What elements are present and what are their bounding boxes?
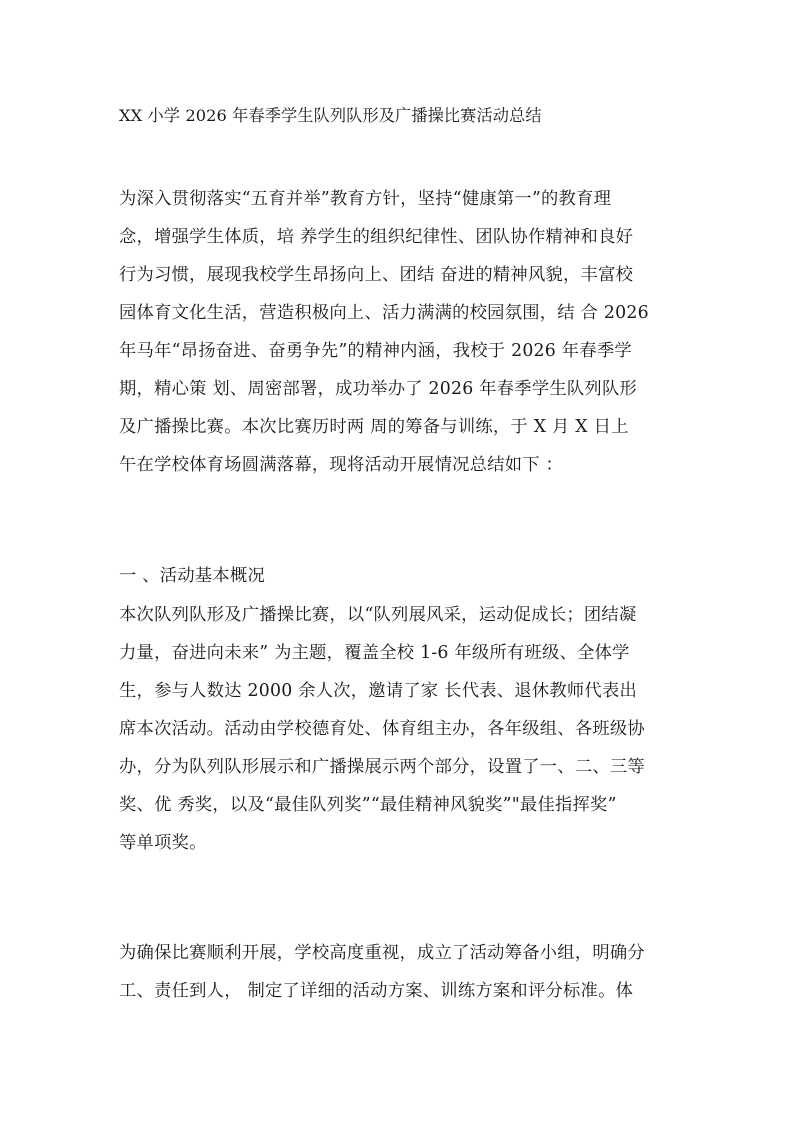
paragraph-line: 生，参与人数达 2000 余人次，邀请了家 长代表、退休教师代表出: [119, 681, 638, 701]
paragraph-line: 办，分为队列队形展示和广播操展示两个部分，设置了一、二、三等: [119, 757, 645, 777]
paragraph-line: 席本次活动。活动由学校德育处、体育组主办，各年级组、各班级协: [119, 719, 645, 739]
paragraph-line: 期，精心策 划、周密部署，成功举办了 2026 年春季学生队列队形: [119, 379, 638, 399]
paragraph-line: 本次队列队形及广播操比赛，以“队列展风采，运动促成长；团结凝: [119, 605, 637, 625]
paragraph-line: 园体育文化生活，营造积极向上、活力满满的校园氛围，结 合 2026: [119, 303, 649, 323]
paragraph-line: 行为习惯，展现我校学生昂扬向上、团结 奋进的精神风貌，丰富校: [119, 265, 634, 285]
paragraph-line: 及广播操比赛。本次比赛历时两 周的筹备与训练，于 X 月 X 日上: [119, 417, 629, 437]
paragraph-line: 为深入贯彻落实“五育并举”教育方针，坚持“健康第一”的教育理: [119, 189, 612, 209]
paragraph-line: 念，增强学生体质，培 养学生的组织纪律性、团队协作精神和良好: [119, 227, 634, 247]
paragraph-line: 工、责任到人， 制定了详细的活动方案、训练方案和评分标准。体: [119, 981, 634, 1001]
paragraph-line: 午在学校体育场圆满落幕，现将活动开展情况总结如下 ：: [119, 455, 564, 475]
paragraph-line: 力量，奋进向未来” 为主题，覆盖全校 1-6 年级所有班级、全体学: [119, 643, 630, 663]
document-title: XX 小学 2026 年春季学生队列队形及广播操比赛活动总结: [119, 106, 542, 125]
section-heading: 一 、活动基本概况: [119, 566, 265, 586]
paragraph-line: 年马年“昂扬奋进、奋勇争先”的精神内涵，我校于 2026 年春季学: [119, 341, 632, 361]
paragraph-line: 为确保比赛顺利开展，学校高度重视，成立了活动筹备小组，明确分: [119, 943, 645, 963]
paragraph-line: 奖、优 秀奖，以及“最佳队列奖”“最佳精神风貌奖”"最佳指挥奖”: [119, 795, 617, 815]
paragraph-line: 等单项奖。: [119, 833, 207, 853]
